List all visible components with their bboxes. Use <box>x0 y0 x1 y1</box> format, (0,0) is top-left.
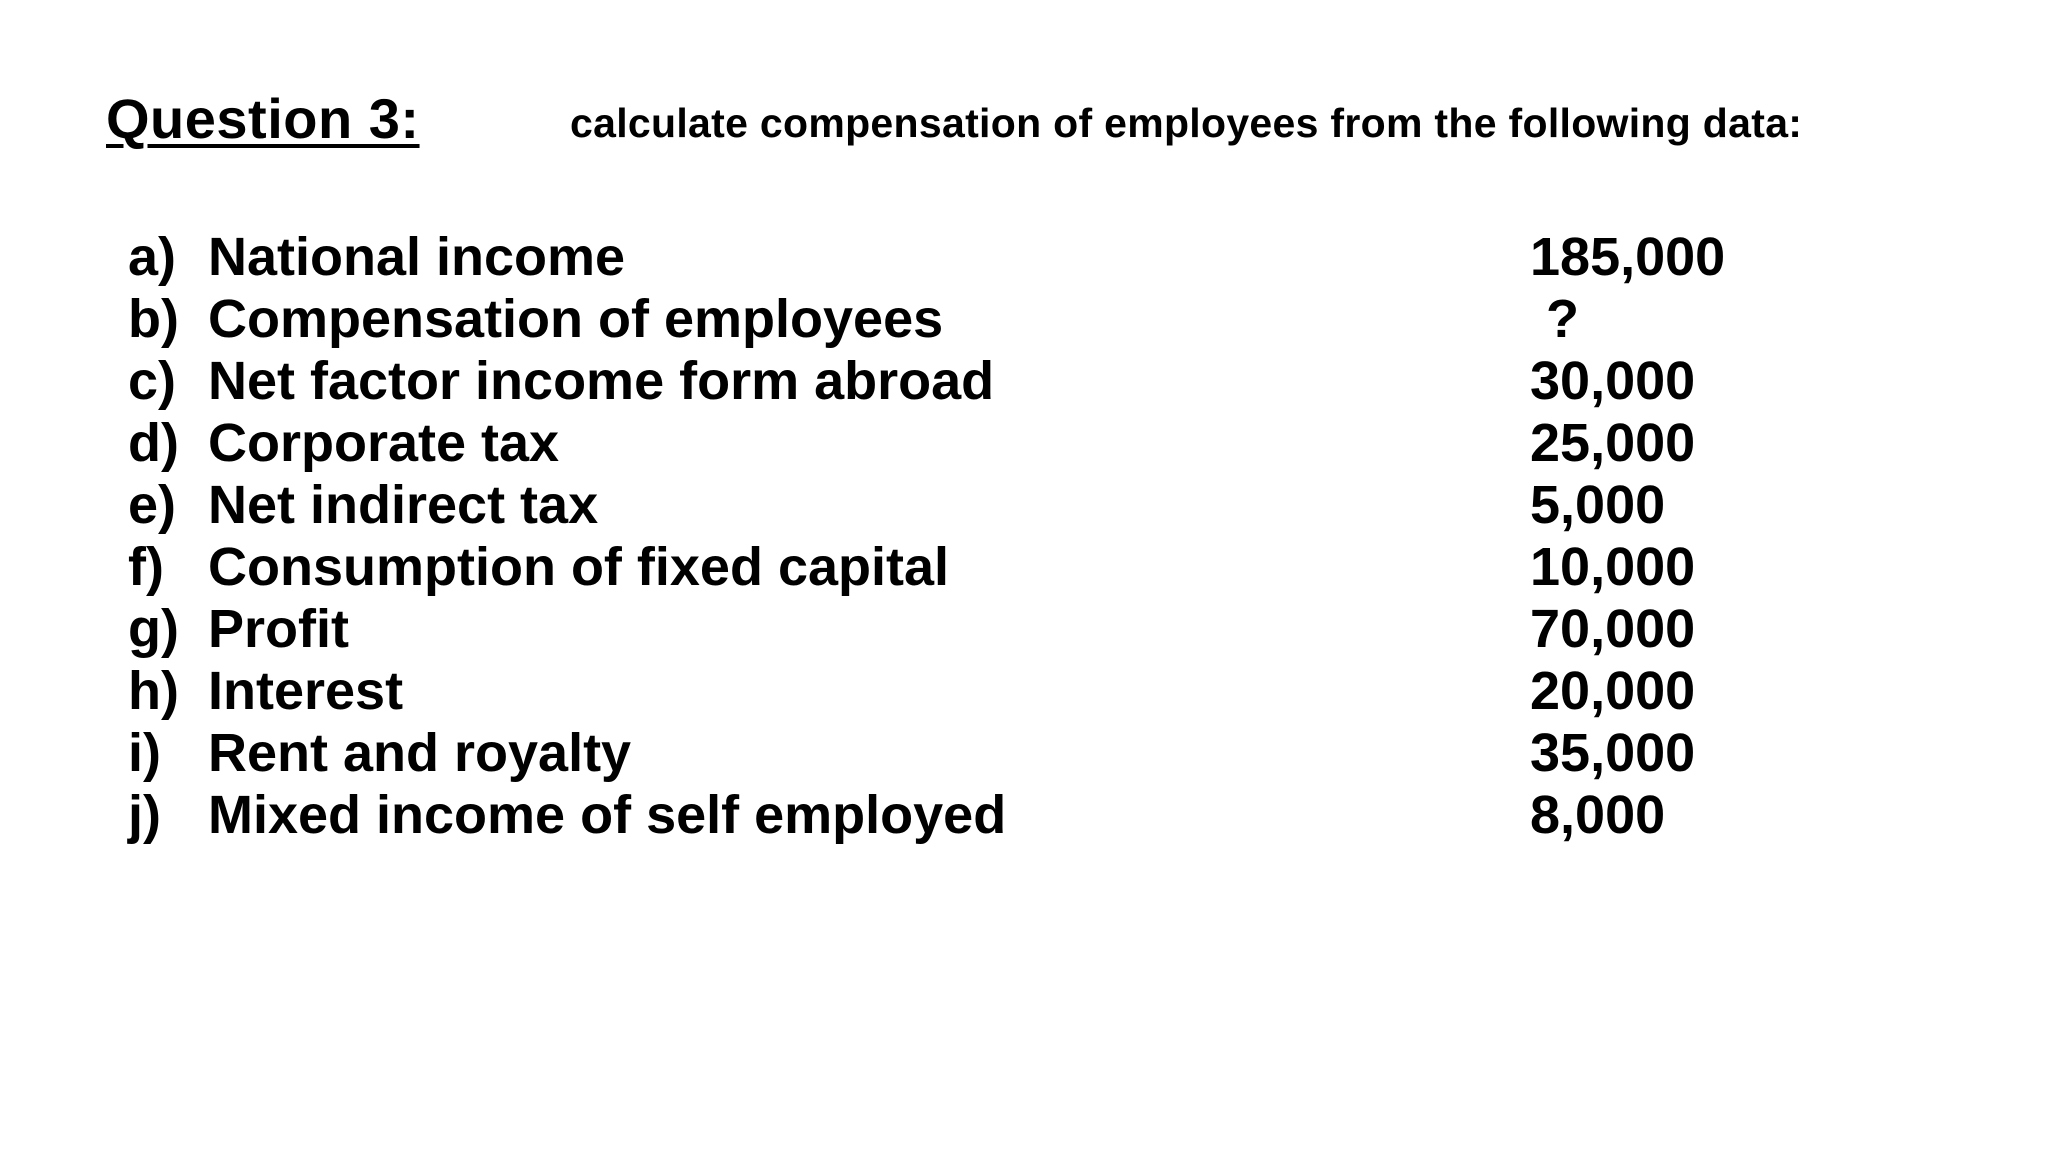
item-label: Interest <box>208 661 404 721</box>
list-item <box>128 412 1948 474</box>
item-value: 25,000 <box>1530 413 1696 473</box>
list-item <box>128 598 1948 660</box>
item-marker: a) <box>128 227 177 287</box>
list-item <box>128 784 1948 846</box>
item-marker: i) <box>128 723 161 783</box>
item-label: Consumption of fixed capital <box>208 537 950 597</box>
item-value: 20,000 <box>1530 661 1696 721</box>
item-marker: j) <box>128 785 161 845</box>
list-item <box>128 536 1948 598</box>
question-title: Question 3: <box>106 87 420 150</box>
item-marker: b) <box>128 289 179 349</box>
item-marker: e) <box>128 475 177 535</box>
item-label: Net factor income form abroad <box>208 351 995 411</box>
item-value: 35,000 <box>1530 723 1696 783</box>
item-label: Profit <box>208 599 349 659</box>
item-value: ? <box>1546 289 1579 349</box>
item-label: Rent and royalty <box>208 723 632 783</box>
list-item <box>128 226 1948 288</box>
item-marker: c) <box>128 351 177 411</box>
list-item <box>128 288 1948 350</box>
list-item <box>128 350 1948 412</box>
item-value: 30,000 <box>1530 351 1696 411</box>
list-item <box>128 722 1948 784</box>
item-value: 10,000 <box>1530 537 1696 597</box>
item-marker: f) <box>128 537 164 597</box>
item-label: Mixed income of self employed <box>208 785 1007 845</box>
list-item <box>128 660 1948 722</box>
data-list <box>128 226 1948 846</box>
item-marker: d) <box>128 413 179 473</box>
question-instruction: calculate compensation of employees from the following data: <box>570 100 1803 146</box>
item-value: 70,000 <box>1530 599 1696 659</box>
item-marker: h) <box>128 661 179 721</box>
item-value: 185,000 <box>1530 227 1726 287</box>
item-label: Compensation of employees <box>208 289 944 349</box>
item-marker: g) <box>128 599 179 659</box>
item-value: 8,000 <box>1530 785 1666 845</box>
item-label: National income <box>208 227 626 287</box>
item-value: 5,000 <box>1530 475 1666 535</box>
item-label: Net indirect tax <box>208 475 599 535</box>
item-label: Corporate tax <box>208 413 560 473</box>
list-item <box>128 474 1948 536</box>
